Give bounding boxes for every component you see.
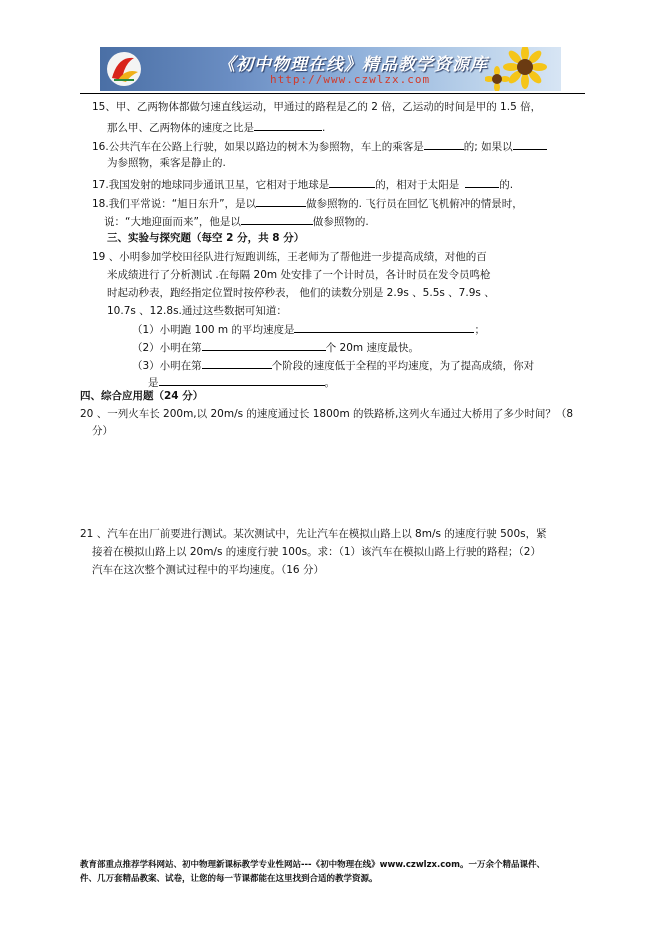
q19-sub3 [132,357,534,373]
q17-answer-blank-1[interactable] [329,176,375,188]
q19-sub2-end: 个 20m 速度最快。 [325,342,419,354]
q18-text-b: 做参照物的. 飞行员在回忆飞机俯冲的情景时， [306,198,523,210]
q19-sub3-cont [148,374,335,390]
q15-end: . [322,122,326,134]
q18-answer-blank-1[interactable] [256,195,306,207]
q17-text-b: 的，相对于太阳是 [375,179,460,191]
q15-answer-blank[interactable] [254,119,322,131]
q18-text-c: 说：“大地迎面而来”，他是以 [104,216,241,228]
q19-sub1-text: （1）小明跑 100 m 的平均速度是 [132,324,295,336]
q19-line2: 米成绩进行了分析测试 .在每隔 20m 处安排了一个计时员，各计时员在发令员鸣枪 [107,269,491,281]
q19-line4: 10.7s 、12.8s.通过这些数据可知道： [107,305,287,317]
q21-line3: 汽车在这次整个测试过程中的平均速度。（16 分） [92,564,324,576]
q19-line1: 19 、小明参加学校田径队进行短跑训练，王老师为了帮他进一步提高成绩，对他的百 [92,251,487,263]
q18-line2 [104,213,369,229]
q16-line2: 为参照物，乘客是静止的. [107,157,226,169]
q16-answer-blank-1[interactable] [424,138,464,150]
q21-line2: 接着在模拟山路上以 20m/s 的速度行驶 100s。求：（1）该汽车在模拟山路上行驶的路程；（2） [92,546,541,558]
q19-answer-blank-1[interactable] [294,321,474,333]
q19-sub3-text-c: 是 [148,377,159,389]
q15-line2 [107,119,325,135]
q16-line1 [92,138,547,154]
section3-heading: 三、实验与探究题（每空 2 分，共 8 分） [107,232,305,244]
banner-title: 《初中物理在线》精品教学资源库 [218,55,488,75]
q18-text-a: 18.我们平常说：“旭日东升”，是以 [92,198,257,210]
sunflower-icon [485,47,555,91]
q19-line3: 时起动秒表，跑经指定位置时按停秒表， 他们的读数分别是 2.9s 、5.5s 、7.9s 、 [107,287,495,299]
q19-sub1 [132,321,485,337]
q19-answer-blank-4[interactable] [159,374,325,386]
q19-answer-blank-2[interactable] [202,339,326,351]
q17-text-c: 的. [499,179,514,191]
q20-line1: 20 、一列火车长 200m,以 20m/s 的速度通过长 1800m 的铁路桥,这列火车通过大桥用了多少时间？（8 [80,408,574,420]
q16-text-b: 的; 如果以 [463,141,513,153]
q19-sub3-end: 。 [324,377,335,389]
q19-sub3-text-b: 个阶段的速度低于全程的平均速度，为了提高成绩，你对 [271,360,535,372]
q17-answer-blank-2[interactable] [465,176,499,188]
q21-line1: 21 、汽车在出厂前要进行测试。某次测试中，先让汽车在模拟山路上以 8m/s 的速度行驶 500s，紧 [80,528,547,540]
footer-line1: 教育部重点推荐学科网站、初中物理新课标教学专业性网站---《初中物理在线》www.czwlzx.com。一万余个精品课件、 [80,860,545,870]
q15-line1: 15、甲、乙两物体都做匀速直线运动，甲通过的路程是乙的 2 倍，乙运动的时间是甲的 1.5 倍， [92,101,542,113]
banner-url[interactable]: http://www.czwlzx.com [270,73,431,86]
header-banner [100,47,561,91]
q19-answer-blank-3[interactable] [202,357,272,369]
q18-answer-blank-2[interactable] [241,213,313,225]
q18-text-d: 做参照物的. [312,216,369,228]
q19-sub2 [132,339,419,355]
q16-text-a: 16.公共汽车在公路上行驶，如果以路边的树木为参照物，车上的乘客是 [92,141,424,153]
q20-line2: 分） [92,425,113,437]
q19-sub2-text: （2）小明在第 [132,342,202,354]
q17-text-a: 17.我国发射的地球同步通讯卫星，它相对于地球是 [92,179,330,191]
section4-heading: 四、综合应用题（24 分） [80,390,204,402]
footer-line2: 件、几万套精品教案、试卷，让您的每一节课都能在这里找到合适的教学资源。 [80,874,378,884]
q16-answer-blank-2[interactable] [513,138,547,150]
header-divider [80,93,585,94]
site-logo [104,50,144,88]
q19-sub3-text: （3）小明在第 [132,360,202,372]
q17-line [92,176,513,192]
q15-text: 那么甲、乙两物体的速度之比是 [107,122,254,134]
q18-line1 [92,195,523,211]
q19-sub1-end: ； [474,324,485,336]
